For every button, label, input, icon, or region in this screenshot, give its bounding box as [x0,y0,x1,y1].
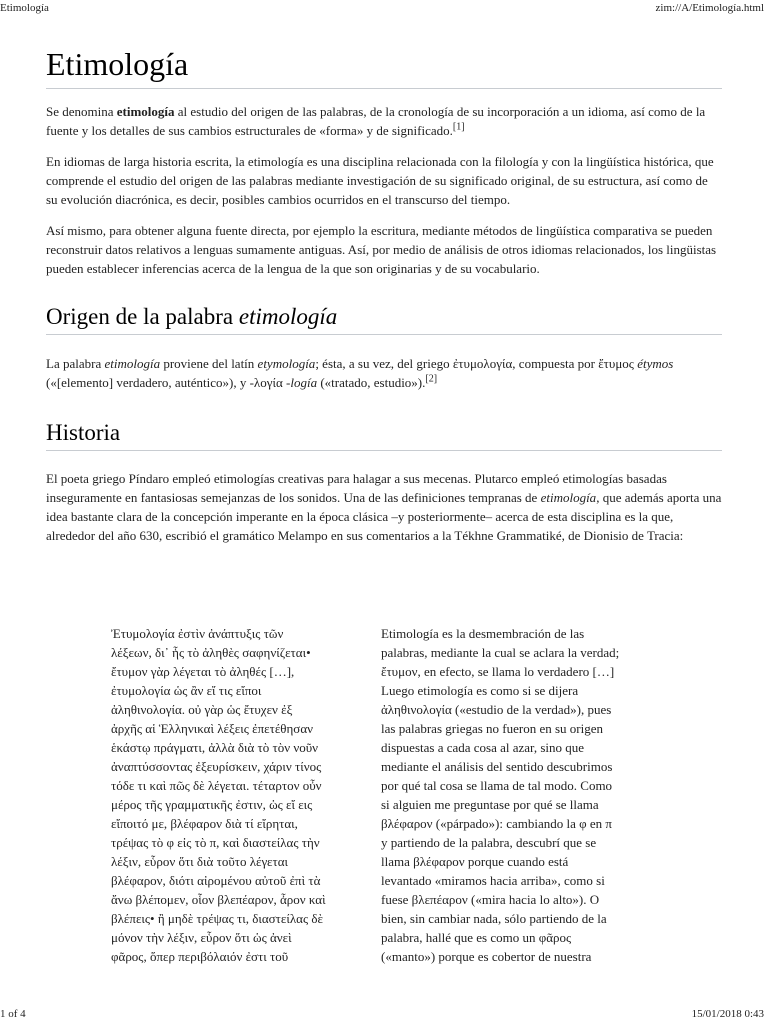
quote-spanish-line: fuese βλεπέαρον («mira hacia lo alto»). O [381,892,600,907]
quote-greek-line: Ἐτυμολογία ἐστὶν ἀνάπτυξις τῶν [111,626,284,641]
quote-greek-line: ἀληθινολογία. οὐ γὰρ ὡς ἔτυχεν ἐξ [111,702,293,717]
quote-greek-line: λέξεων, δι᾽ ἧς τὸ ἀληθὲς σαφηνίζεται• [111,645,311,660]
footer-timestamp: 15/01/2018 0:43 [691,1008,764,1020]
section-heading-origen [46,302,722,335]
footer-page-count: 1 of 4 [0,1008,26,1020]
historia-paragraph [46,469,722,545]
quote-greek-line: φᾶρος, ὅπερ περιβόλαιόν ἐστι τοῦ [111,949,289,964]
header-url: zim://A/Etimología.html [655,2,764,14]
quote-spanish-line: levantado «miramos hacia arriba», como si [381,873,605,888]
quote-greek-column [111,624,361,966]
origen-term-etymos: étymos [637,356,674,371]
quote-greek-line: λέξιν, εὗρον ὅτι διὰ τοῦτο λέγεται [111,854,289,869]
origen-text-a: La palabra [46,356,105,371]
quote-spanish-line: Etimología es la desmembración de las [381,626,585,641]
quote-spanish-line: y partiendo de la palabra, descubrí que se [381,835,597,850]
print-footer [0,1008,768,1022]
intro-p1-post: al estudio del origen de las palabras, de la cronología de su incorporación a un idioma, así como de la fuente y los detalles de sus cambios estructurales de «forma» y de significado. [46,104,706,138]
reference-link-2[interactable]: [2] [425,373,438,385]
origen-term-etymologia: etymología [257,356,316,371]
header-page-title: Etimología [0,2,49,14]
quote-spanish-line: bien, sin cambiar nada, sólo partiendo de la [381,911,607,926]
quote-greek-line: βλέπεις• ἢ μηδὲ τρέψας τι, διαστείλας δὲ [111,911,323,926]
print-header [0,2,768,16]
quote-greek-line: τόδε τι καὶ πῶς δὲ λέγεται. τέταρτον οὖν [111,778,322,793]
section-heading-historia: Historia [46,418,722,451]
quote-greek-line: ἐτυμολογία ὡς ἂν εἴ τις εἴποι [111,683,262,698]
quote-greek-line: μέρος τῆς γραμματικῆς ἐστιν, ὡς εἴ εις [111,797,313,812]
historia-term-etimologia: etimología [540,490,597,505]
quote-spanish-line: palabras, mediante la cual se aclara la verdad; [381,645,620,660]
origen-heading-em: etimología [238,304,338,329]
historia-text-a: El poeta griego Píndaro empleó etimologías creativas para halagar a sus mecenas. Plutarco empleó etimologías basadas inseguramente en fantasiosas semejanzas de los sonidos. Una de las definiciones tempranas de [46,471,667,505]
origen-heading-text: Origen de la palabra [46,304,239,329]
intro-paragraph-2: En idiomas de larga historia escrita, la etimología es una disciplina relacionada con la filología y con la lingüística histórica, que comprende el estudio del origen de las palabras mediante investigación de su significado original, de su estructura, así como de su evolución diacrónica, es decir, posibles cambios ocurridos en el transcurso del tiempo. [46,154,714,207]
quote-greek-line: ἀρχῆς αἱ Ἑλληνικαὶ λέξεις ἐπετέθησαν [111,721,314,736]
quote-spanish-line: dispuestas a cada cosa al azar, sino que [381,740,585,755]
quote-spanish-line: ἔτυμον, en efecto, se llama lo verdadero […] [381,664,615,679]
quote-greek-line: βλέφαρον, διότι αἰρομένου αὐτοῦ ἐπὶ τὰ [111,873,321,888]
page-title: Etimología [46,44,722,89]
origen-text-g: («[elemento] verdadero, auténtico»), y -λογία - [46,375,291,390]
quote-greek-line: μόνον τὴν λέξιν, εὗρον ὅτι ὡς ἀνεὶ [111,930,292,945]
intro-paragraph-3: Así mismo, para obtener alguna fuente directa, por ejemplo la escritura, mediante métodos de lingüística comparativa se pueden reconstruir datos relativos a lenguas sumamente antiguas. Así, por medio de análisis de otros idiomas relacionados, los lingüistas pueden establecer inferencias acerca de la lengua de la que son originarias y de su vocabulario. [46,223,717,276]
quote-spanish-line: si alguien me preguntase por qué se llama [381,797,599,812]
quote-spanish-line: Luego etimología es como si se dijera [381,683,579,698]
quote-greek-line: εἴποιτό με, βλέφαρον διὰ τί εἴρηται, [111,816,298,831]
origen-paragraph [46,354,722,392]
reference-link-1[interactable]: [1] [452,121,465,133]
quote-greek-line: τρέψας τὸ φ εἰς τὸ π, καὶ διαστείλας τὴν [111,835,320,850]
origen-term-logia: logía [290,375,318,390]
quote-greek-line: ἑκάστῳ πράγματι, ἀλλὰ διὰ τὸ τὸν νοῦν [111,740,319,755]
quote-greek-line: ἄνω βλέπομεν, οἷον βλεπέαρον, ἆρον καὶ [111,892,326,907]
origen-term-etimologia: etimología [104,356,161,371]
article-content [46,44,722,545]
quote-spanish-column [381,624,646,966]
quote-spanish-line: βλέφαρον («párpado»): cambiando la φ en π [381,816,612,831]
quote-spanish-line: mediante el análisis del sentido descubrimos [381,759,613,774]
origen-text-e: ; ésta, a su vez, del griego ἐτυμολογία, compuesta por ἔτυμος [315,356,638,371]
quote-spanish-line: llama βλέφαρον porque cuando está [381,854,569,869]
intro-p1-bold-term: etimología [116,104,175,119]
quote-greek-line: ἀναπτύσσοντας ἐξευρίσκειν, χάριν τίνος [111,759,322,774]
quote-spanish-line: ἀληθινολογία («estudio de la verdad»), pues [381,702,612,717]
intro-p1-pre: Se denomina [46,104,117,119]
historia-text-c: , que además aporta una idea bastante clara de la concepción imperante en la época clásica –y posteriormente– acerca de esta disciplina es la que, alrededor del año 630, escribió el gramático Melampo en sus comentarios a la Tékhne Grammatiké, de Dionisio de Tracia: [46,490,722,543]
quote-spanish-line: («manto») porque es cobertor de nuestra [381,949,592,964]
origen-text-i: («tratado, estudio»). [317,375,426,390]
quote-greek-line: ἔτυμον γὰρ λέγεται τὸ ἀληθές […], [111,664,295,679]
quote-spanish-line: palabra, hallé que es como un φᾶρος [381,930,572,945]
intro-paragraph-1 [46,102,722,140]
quote-spanish-line: por qué tal cosa se llama de tal modo. Como [381,778,613,793]
origen-text-c: proviene del latín [160,356,258,371]
quote-spanish-line: las palabras griegas no fueron en su origen [381,721,604,736]
